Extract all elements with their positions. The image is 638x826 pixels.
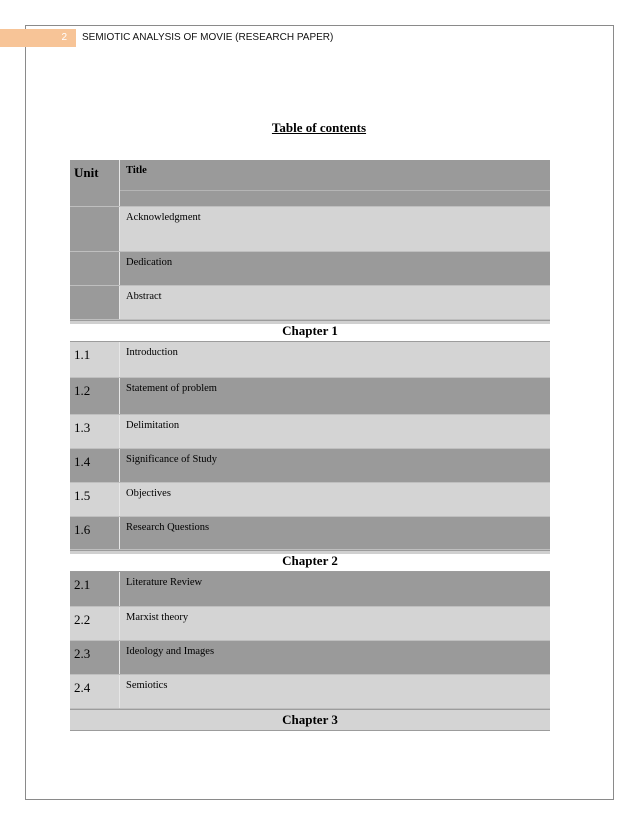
toc-row <box>70 641 550 675</box>
toc-row-unit: 2.2 <box>70 607 120 640</box>
toc-row <box>70 415 550 449</box>
toc-row-title: Objectives <box>126 488 171 499</box>
toc-row <box>70 675 550 709</box>
title-column-header-label: Title <box>126 165 147 176</box>
toc-row-title: Dedication <box>126 257 173 268</box>
toc-row-unit: 1.6 <box>70 517 120 549</box>
title-column-header <box>120 160 550 206</box>
toc-row <box>70 252 550 286</box>
row-divider <box>120 190 550 191</box>
toc-row <box>70 378 550 415</box>
toc-row-title: Introduction <box>120 342 550 377</box>
toc-row-unit: 1.5 <box>70 483 120 516</box>
toc-table <box>70 160 550 731</box>
running-header-title: SEMIOTIC ANALYSIS OF MOVIE (RESEARCH PAPER) <box>82 32 334 43</box>
toc-row-title: Literature Review <box>126 577 203 588</box>
toc-row <box>70 286 550 320</box>
toc-row-title: Statement of problem <box>126 383 217 394</box>
toc-row <box>70 483 550 517</box>
toc-row-unit: 2.1 <box>70 572 120 606</box>
toc-row <box>70 607 550 641</box>
toc-row-unit <box>70 252 120 285</box>
toc-row <box>70 572 550 607</box>
chapter-heading <box>70 709 550 731</box>
chapter-label: Chapter 1 <box>282 323 338 338</box>
toc-row-unit: 2.4 <box>70 675 120 708</box>
toc-row-title: Marxist theory <box>126 612 189 623</box>
chapter-heading <box>70 550 550 572</box>
toc-row-unit: 1.2 <box>70 378 120 414</box>
toc-row-unit <box>70 286 120 319</box>
toc-row-unit <box>70 207 120 251</box>
toc-row-title: Delimitation <box>126 420 180 431</box>
page-number: 2 <box>0 29 76 47</box>
toc-heading: Table of contents <box>271 120 367 135</box>
toc-row-unit: 1.4 <box>70 449 120 482</box>
toc-header-row <box>70 160 550 207</box>
chapter-label: Chapter 3 <box>282 712 338 727</box>
unit-column-header: Unit <box>70 160 120 206</box>
toc-row-title: Abstract <box>120 286 550 319</box>
toc-row <box>70 207 550 252</box>
toc-row <box>70 342 550 378</box>
toc-row-title: Semiotics <box>126 680 168 691</box>
toc-row <box>70 517 550 550</box>
toc-row-title: Ideology and Images <box>126 646 215 657</box>
toc-row-unit: 1.3 <box>70 415 120 448</box>
toc-row-title: Significance of Study <box>126 454 217 465</box>
toc-row <box>70 449 550 483</box>
chapter-label: Chapter 2 <box>282 553 338 568</box>
toc-row-title: Acknowledgment <box>120 207 550 251</box>
toc-row-title: Research Questions <box>126 522 210 533</box>
toc-row-unit: 2.3 <box>70 641 120 674</box>
chapter-heading <box>70 320 550 342</box>
toc-row-unit: 1.1 <box>70 342 120 377</box>
